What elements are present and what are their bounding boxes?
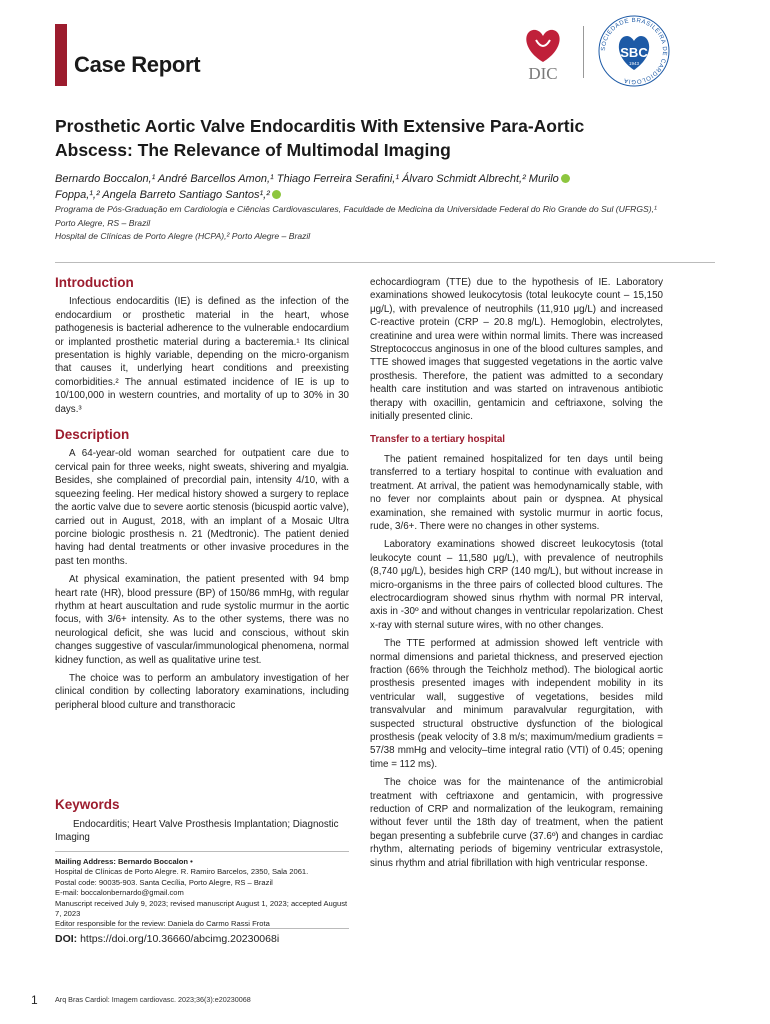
description-heading: Description: [55, 427, 130, 443]
editor-line: Editor responsible for the review: Daniela do Carmo Rassi Frota: [55, 919, 270, 929]
sbc-logo: [597, 14, 671, 88]
right-column: [370, 276, 663, 875]
mailing-line: Hospital de Clínicas de Porto Alegre. R. Ramiro Barcelos, 2350, Sala 2061.: [55, 867, 309, 877]
section-label: Case Report: [74, 52, 201, 77]
mailing-label: Mailing Address: Bernardo Boccalon •: [55, 857, 193, 866]
orcid-icon[interactable]: [561, 174, 570, 183]
authors-line-1: Bernardo Boccalon,¹ André Barcellos Amon,¹ Thiago Ferreira Serafini,¹ Álvaro Schmidt Albrecht,² Murilo: [55, 173, 559, 185]
sbc-ring-text: SOCIEDADE BRASILEIRA DE CARDIOLOGIA: [600, 17, 668, 85]
authors-line-2: Foppa,¹,² Angela Barreto Santiago Santos¹,²: [55, 189, 270, 201]
section-color-bar: [55, 24, 67, 86]
introduction-paragraph: Infectious endocarditis (IE) is defined as the infection of the endocardium or prosthetic material in the heart, whose pathogenesis is bacterial adherence to the vulnerable endocardium or implanted prosthetic material during a bacteremia.¹ Its clinical presentation is highly variable, depending on the micro-organism that causes it, underlying heart conditions and preexisting comorbidities.² The annual estimated incidence of IE is up to 10/100,000 in western countries, and mortality of up to 30% in 30 days.³: [55, 296, 349, 415]
affiliations: [55, 203, 670, 244]
doi-divider: [55, 928, 349, 929]
keywords-text: [55, 818, 349, 845]
sbc-year: 1943: [628, 61, 640, 66]
keywords-list: Endocarditis; Heart Valve Prosthesis Implantation; Diagnostic Imaging: [55, 819, 339, 844]
right-paragraph-5: The choice was for the maintenance of the antimicrobial treatment with ceftriaxone and gentamicin, with progressive reduction of CRP and normalization of the leukogram, remaining without fever until the 18th day of treatment, when the patient began presenting a subfebrile curve (37.6º) and changes in cardiac rhythm, alternating periods of bigeminy ventricular extrasystole, sinus rhythm and atrial fibrillation with high ventricular response.: [370, 777, 663, 869]
mailing-email[interactable]: E-mail: boccalonbernardo@gmail.com: [55, 888, 184, 898]
introduction-heading: Introduction: [55, 275, 134, 290]
author-list: [55, 171, 675, 203]
affiliation-1: Programa de Pós-Graduação em Cardiologia e Ciências Cardiovasculares, Faculdade de Medicina da Universidade Federal do Rio Grande do Sul (UFRGS),¹ Porto Alegre, RS – Brazil: [55, 204, 657, 228]
page-number: 1: [31, 993, 38, 1007]
right-paragraph-4: The TTE performed at admission showed left ventricle with normal dimensions and parietal thickness, and preserved ejection fraction (66% through the Teichholz method). The biological aortic prosthesis presented images with independent mobility in its ventricular wall, suggestive of vegetations, besides mild transvalvular and minimum paravalvular regurgitation, with suspected structural obstructive dysfunction of the biological prosthesis (peak velocity of 3.8 m/s; maximum/medium gradients = 57/38 mmHg and velocity–time integral ratio (VTI) of 0.45; opening time = 112 ms).: [370, 638, 663, 770]
sbc-logo-text: SBC: [620, 45, 648, 60]
manuscript-dates: Manuscript received July 9, 2023; revised manuscript August 1, 2023; accepted August 7, 2023: [55, 898, 348, 919]
mailing-line: Postal code: 90035-903. Santa Cecília, Porto Alegre, RS – Brazil: [55, 877, 273, 887]
orcid-icon[interactable]: [272, 190, 281, 199]
affiliation-2: Hospital de Clínicas de Porto Alegre (HCPA),² Porto Alegre – Brazil: [55, 231, 311, 241]
left-column: [55, 276, 349, 717]
doi-label: DOI:: [55, 933, 78, 945]
right-paragraph-2: The patient remained hospitalized for ten days until being transferred to a tertiary hospital to continue with evaluation and treatment. At arrival, the patient was hemodynamically stable, with no fever nor complaints about pain or dyspnea. At physical examination, she remained with systolic murmur in aortic focus, rude, 3/6+. There were no changes in other systems.: [370, 453, 663, 532]
right-paragraph-3: Laboratory examinations showed discreet leukocytosis (total leukocyte count – 11,580 μg/L), with prevalence of neutrophils (8,740 μg/L), besides high CRP (140 mg/L), but without increase in micro-organisms in the three pairs of collected blood cultures. The electrocardiogram showed sinus rhythm with normal PR interval, axis in -30º and without changes in ventricular repolarization. Chest x-ray with sternal suture wires, with no other changes.: [370, 539, 663, 631]
logo-divider: [583, 26, 584, 78]
header-divider: [55, 262, 715, 263]
mailing-address: [55, 857, 355, 930]
description-paragraph-1: A 64-year-old woman searched for outpatient care due to cervical pain for three weeks, night sweats, shivering and myalgia. Besides, she complained of precordial pain, intensity 4/10, with a squeezing feeling. Her medical history showed a surgery to replace the aortic valve due to severe aortic stenosis (bicuspid aortic valve), carried out in August, 2018, with an implant of a Mosaic Ultra porcine biologic prosthesis n. 21 (Medtronic). The patient denied having had dental treatments or other invasive procedures in the past ten months.: [55, 448, 349, 567]
doi-link[interactable]: https://doi.org/10.36660/abcimg.20230068i: [80, 933, 280, 945]
description-paragraph-2: At physical examination, the patient presented with 94 bmp heart rate (HR), blood pressure (BP) of 150/86 mmHg, with regular rhythm at heart auscultation and rude systolic murmur in the aortic focus, with 3/6+ intensity. As to the other systems, there was no neurological deficit, she was lucid and conscious, without skin changes suggestive of vascular/immunological phenomena, normal kidney function, as well as qualitative urine test.: [55, 574, 349, 666]
doi-line: [55, 933, 279, 945]
right-paragraph-1: echocardiogram (TTE) due to the hypothesis of IE. Laboratory examinations showed leukocytosis (total leukocyte count – 15,150 μg/L), with prevalence of neutrophils (11,910 μg/L) and increased C-reactive protein (CRP – 20.8 mg/L). Hemoglobin, electrolytes, creatinine and urea were within normal limits. There was increased Streptococcus anginosus in one of the blood cultures samples, and TTE showed images that suggested vegetations in the aortic valve prosthesis. Therefore, the patient was admitted to a secondary health care institution and was started on intravenous antibiotic therapy with oxacillin, gentamicin and ceftriaxone, solving the initially presented clinic.: [370, 277, 663, 423]
description-paragraph-3: The choice was to perform an ambulatory investigation of her clinical condition by collecting laboratory examinations, including peripheral blood culture and transthoracic: [55, 672, 349, 711]
journal-citation: Arq Bras Cardiol: Imagem cardiovasc. 2023;36(3):e20230068: [55, 995, 251, 1004]
mailing-divider: [55, 851, 349, 852]
transfer-subheading: Transfer to a tertiary hospital: [370, 434, 506, 446]
dic-logo: [510, 22, 576, 82]
dic-logo-text: DIC: [528, 64, 558, 82]
keywords-heading: Keywords: [55, 797, 120, 812]
article-title: Prosthetic Aortic Valve Endocarditis With Extensive Para-Aortic Abscess: The Relevance of Multimodal Imaging: [55, 116, 585, 160]
